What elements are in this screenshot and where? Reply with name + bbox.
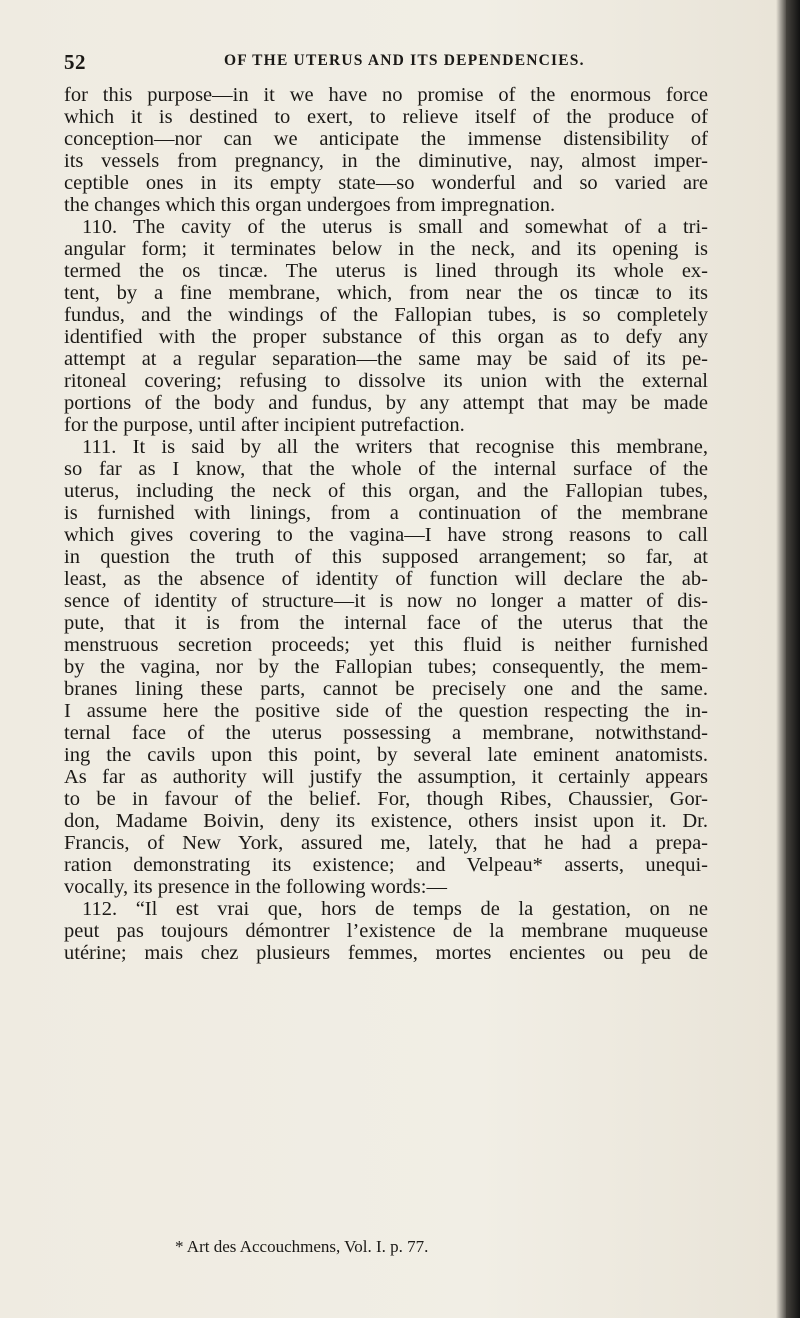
text-line: for this purpose—in it we have no promise of the enormous force — [64, 84, 708, 106]
paragraph-112-start: 112. “Il est vrai que, hors de temps de la gestation, on ne — [82, 898, 708, 920]
text-line: is furnished with linings, from a continuation of the membrane — [64, 502, 708, 524]
text-line: portions of the body and fundus, by any attempt that may be made — [64, 392, 708, 414]
text-line: don, Madame Boivin, deny its existence, others insist upon it. Dr. — [64, 810, 708, 832]
text-line: in question the truth of this supposed arrangement; so far, at — [64, 546, 708, 568]
text-line: As far as authority will justify the assumption, it certainly appears — [64, 766, 708, 788]
text-line: the changes which this organ undergoes from impregnation. — [64, 194, 556, 216]
text-line: ternal face of the uterus possessing a membrane, notwithstand- — [64, 722, 708, 744]
text-line: identified with the proper substance of this organ as to defy any — [64, 326, 708, 348]
page-number: 52 — [64, 50, 86, 74]
text-line: vocally, its presence in the following words:— — [64, 876, 447, 898]
text-line: attempt at a regular separation—the same may be said of its pe- — [64, 348, 708, 370]
text-line: utérine; mais chez plusieurs femmes, mortes encientes ou peu de — [64, 942, 708, 964]
text-line: ceptible ones in its empty state—so wonderful and so varied are — [64, 172, 708, 194]
running-head: OF THE UTERUS AND ITS DEPENDENCIES. — [224, 52, 585, 69]
text-line: uterus, including the neck of this organ, and the Fallopian tubes, — [64, 480, 708, 502]
text-line: menstruous secretion proceeds; yet this fluid is neither furnished — [64, 634, 708, 656]
text-line: fundus, and the windings of the Fallopian tubes, is so completely — [64, 304, 708, 326]
text-line: tent, by a fine membrane, which, from near the os tincæ to its — [64, 282, 708, 304]
text-line: I assume here the positive side of the question respecting the in- — [64, 700, 708, 722]
text-line: sence of identity of structure—it is now no longer a matter of dis- — [64, 590, 708, 612]
text-line: for the purpose, until after incipient putrefaction. — [64, 414, 465, 436]
text-line: so far as I know, that the whole of the internal surface of the — [64, 458, 708, 480]
paragraph-111-start: 111. It is said by all the writers that recognise this membrane, — [82, 436, 708, 458]
paragraph-110-start: 110. The cavity of the uterus is small and somewhat of a tri- — [82, 216, 708, 238]
text-line: conception—nor can we anticipate the immense distensibility of — [64, 128, 708, 150]
text-line: termed the os tincæ. The uterus is lined through its whole ex- — [64, 260, 708, 282]
text-line: which it is destined to exert, to relieve itself of the produce of — [64, 106, 708, 128]
text-line: peut pas toujours démontrer l’existence de la membrane muqueuse — [64, 920, 708, 942]
body-text — [64, 84, 708, 964]
footnote: * Art des Accouchmens, Vol. I. p. 77. — [175, 1237, 429, 1256]
text-line: angular form; it terminates below in the neck, and its opening is — [64, 238, 708, 260]
text-line: to be in favour of the belief. For, though Ribes, Chaussier, Gor- — [64, 788, 708, 810]
text-line: least, as the absence of identity of function will declare the ab- — [64, 568, 708, 590]
text-line: ritoneal covering; refusing to dissolve its union with the external — [64, 370, 708, 392]
text-line: branes lining these parts, cannot be precisely one and the same. — [64, 678, 708, 700]
text-line: ing the cavils upon this point, by several late eminent anatomists. — [64, 744, 708, 766]
text-line: by the vagina, nor by the Fallopian tubes; consequently, the mem- — [64, 656, 708, 678]
page-header — [64, 50, 744, 74]
text-line: ration demonstrating its existence; and Velpeau* asserts, unequi- — [64, 854, 708, 876]
text-line: which gives covering to the vagina—I have strong reasons to call — [64, 524, 708, 546]
page-binding-edge — [786, 0, 800, 1318]
text-line: its vessels from pregnancy, in the diminutive, nay, almost imper- — [64, 150, 708, 172]
text-line: Francis, of New York, assured me, lately, that he had a prepa- — [64, 832, 708, 854]
text-line: pute, that it is from the internal face of the uterus that the — [64, 612, 708, 634]
